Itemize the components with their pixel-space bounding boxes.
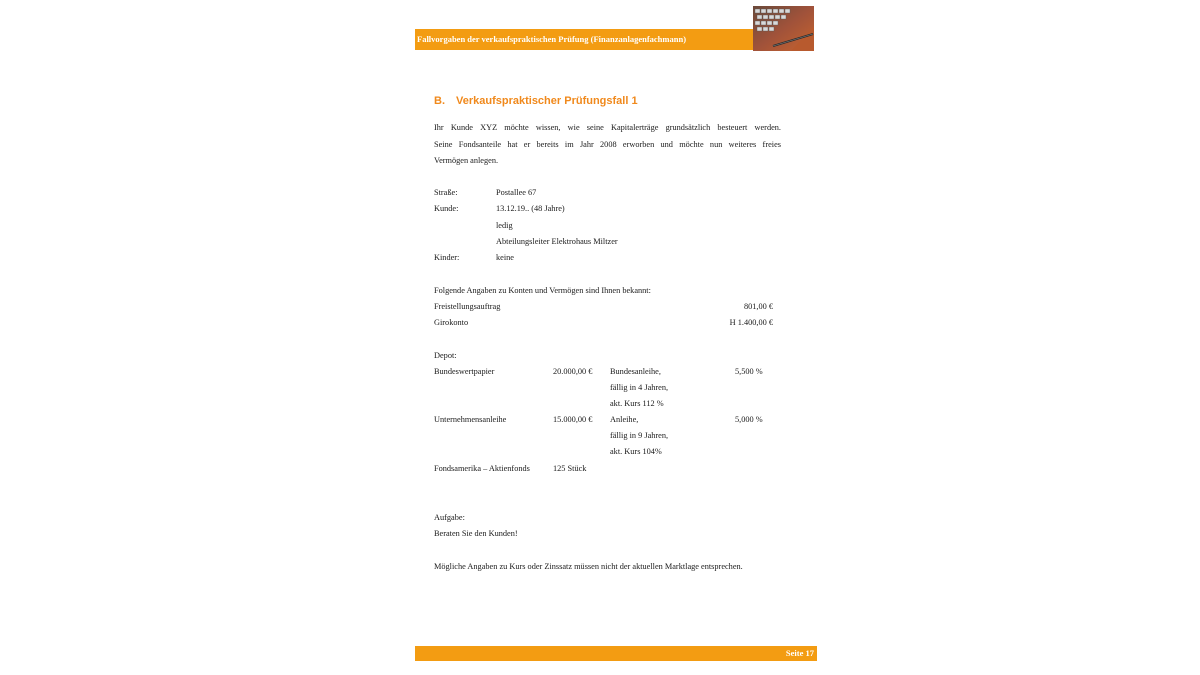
account-value: H 1.400,00 € bbox=[729, 318, 773, 327]
kinder-label: Kinder: bbox=[434, 253, 460, 262]
intro-paragraph bbox=[434, 120, 781, 170]
depot-item-rate: 5,500 % bbox=[735, 367, 763, 376]
intro-line: Ihr Kunde XYZ möchte wissen, wie seine Kapitalerträge grundsätzlich besteuert werden. bbox=[434, 123, 781, 132]
section-heading bbox=[434, 95, 638, 107]
kunde-line: 13.12.19.. (48 Jahre) bbox=[496, 204, 565, 213]
depot-item-detail: Anleihe, bbox=[610, 415, 639, 424]
street-value: Postallee 67 bbox=[496, 188, 537, 197]
task-note: Mögliche Angaben zu Kurs oder Zinssatz müssen nicht der aktuellen Marktlage entsprechen. bbox=[434, 562, 743, 571]
page-number: Seite 17 bbox=[785, 648, 814, 658]
kinder-value: keine bbox=[496, 253, 514, 262]
depot-item-detail: fällig in 9 Jahren, bbox=[610, 431, 669, 440]
street-label: Straße: bbox=[434, 188, 458, 197]
header-title: Fallvorgaben der verkaufspraktischen Prüfung (Finanzanlagenfachmann) bbox=[417, 34, 687, 44]
account-label: Girokonto bbox=[434, 318, 469, 327]
depot-item-detail: akt. Kurs 112 % bbox=[610, 399, 664, 408]
depot-item-amount: 15.000,00 € bbox=[553, 415, 593, 424]
depot-item-name: Bundeswertpapier bbox=[434, 367, 495, 376]
depot-item-amount: 20.000,00 € bbox=[553, 367, 593, 376]
section-title: Verkaufspraktischer Prüfungsfall 1 bbox=[456, 95, 638, 107]
account-label: Freistellungsauftrag bbox=[434, 302, 501, 311]
footer-bar bbox=[415, 646, 817, 661]
task-text: Beraten Sie den Kunden! bbox=[434, 529, 518, 538]
depot-item-amount: 125 Stück bbox=[553, 464, 587, 473]
intro-line: Vermögen anlegen. bbox=[434, 156, 499, 165]
keyboard-photo-icon bbox=[753, 6, 814, 51]
kunde-label: Kunde: bbox=[434, 204, 459, 213]
depot-item-detail: akt. Kurs 104% bbox=[610, 447, 662, 456]
account-value: 801,00 € bbox=[743, 302, 773, 311]
depot-item-name: Fondsamerika – Aktienfonds bbox=[434, 464, 530, 473]
depot-item-rate: 5,000 % bbox=[735, 415, 763, 424]
depot-label: Depot: bbox=[434, 351, 457, 360]
header-bar bbox=[415, 29, 755, 50]
document-page bbox=[415, 0, 817, 675]
intro-line: Seine Fondsanteile hat er bereits im Jahr 2008 erworben und möchte nun weiteres freies bbox=[434, 139, 781, 149]
depot-item-name: Unternehmensanleihe bbox=[434, 415, 507, 424]
section-number: B. bbox=[434, 95, 445, 107]
depot-item-detail: fällig in 4 Jahren, bbox=[610, 383, 669, 392]
accounts-intro: Folgende Angaben zu Konten und Vermögen sind Ihnen bekannt: bbox=[434, 286, 651, 295]
kunde-line: ledig bbox=[496, 221, 513, 230]
kunde-line: Abteilungsleiter Elektrohaus Miltzer bbox=[496, 237, 618, 246]
task-label: Aufgabe: bbox=[434, 513, 465, 522]
depot-item-detail: Bundesanleihe, bbox=[610, 367, 661, 376]
